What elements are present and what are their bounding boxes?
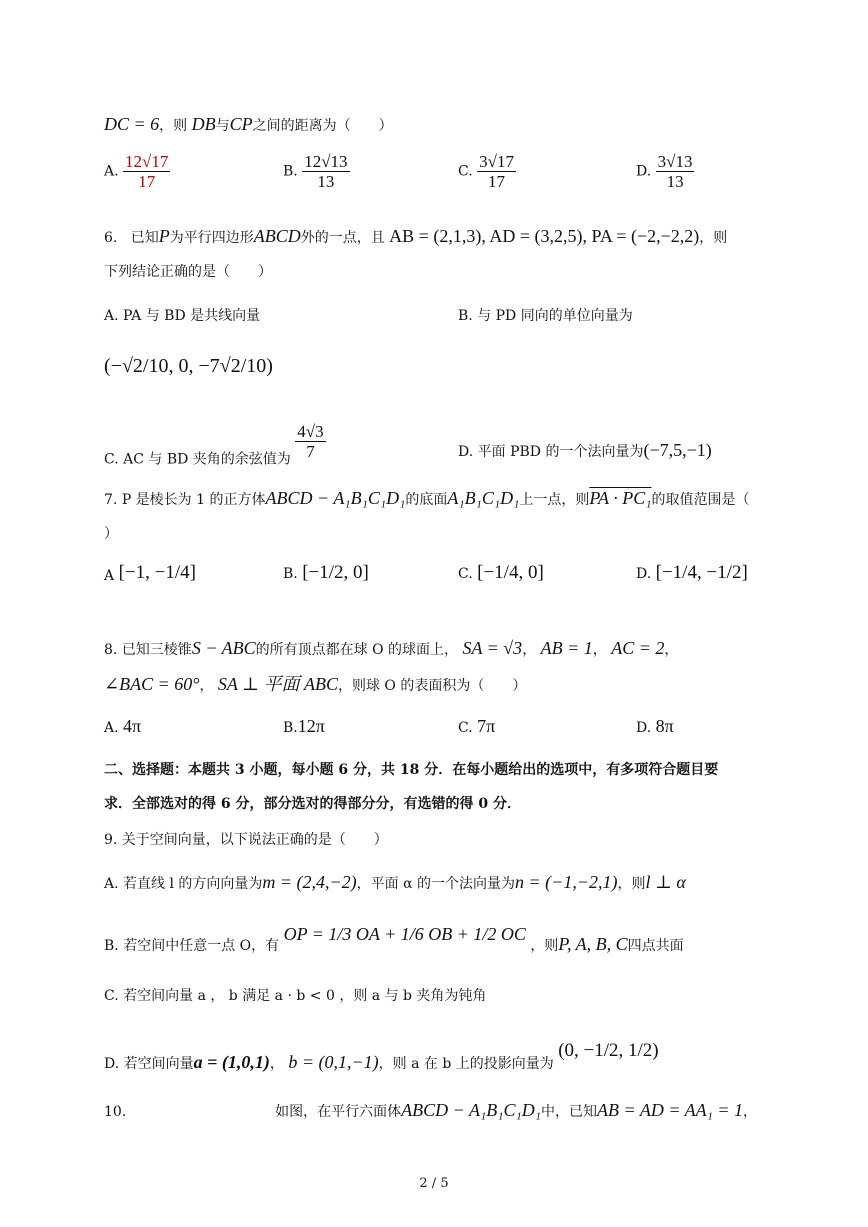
page-number: 2 / 5	[419, 1176, 449, 1191]
q7-option-d[interactable]: D. [−1/4, −1/2]	[636, 562, 748, 583]
q5-option-b[interactable]: B. $\frac{12√13}{13}$	[283, 152, 348, 191]
q7-stem-line2: ）	[104, 526, 118, 542]
q6-option-c[interactable]: C. AC 与 BD 夹角的余弦值为 $\frac{4√3}{7}$	[104, 422, 324, 468]
q6-stem-line2: 下列结论正确的是（ ）	[104, 264, 272, 280]
q5-stem: DC = 6，则 DB与CP之间的距离为（ ）	[104, 114, 393, 134]
q8-stem: 8. 已知三棱锥S − ABC的所有顶点都在球 O 的球面上， SA = √3， AB = 1， AC = 2，	[104, 638, 679, 658]
q7-option-b[interactable]: B. [−1/2, 0]	[283, 562, 369, 583]
q8-option-b[interactable]: B.12π	[283, 716, 325, 736]
q8-option-a[interactable]: A. 4π	[104, 716, 142, 736]
q8-option-d[interactable]: D. 8π	[636, 716, 674, 736]
q9-option-c[interactable]: C. 若空间向量 a ， b 满足 a · b < 0 ，则 a 与 b 夹角为钝角	[104, 988, 487, 1004]
q5-option-b-fraction: $\frac{12√13}{13}$	[304, 152, 348, 191]
q5-option-d-fraction: $\frac{3√13}{13}$	[657, 152, 693, 191]
q9-option-b[interactable]: B. 若空间中任意一点 O，有 OP = 1/3 OA + 1/6 OB + 1/2 OC ，则P, A, B, C四点共面	[104, 924, 684, 954]
section2-header: 二、选择题：本题共 3 小题，每小题 6 分，共 18 分．在每小题给出的选项中，有多项符合题目要	[104, 762, 719, 778]
q8-stem-line2: ∠BAC = 60°， SA ⊥ 平面 ABC，则球 O 的表面积为（ ）	[104, 674, 527, 694]
q5-math-dc: DC = 6	[104, 114, 160, 134]
q5-option-a[interactable]: A. $\frac{12√17}{17}$	[104, 152, 169, 191]
q9-option-d[interactable]: D. 若空间向量a = (1,0,1)， b = (0,1,−1)，则 a 在 b 上的投影向量为 (0, −1/2, 1/2)	[104, 1040, 659, 1072]
q7-option-c[interactable]: C. [−1/4, 0]	[458, 562, 544, 583]
q6-stem: 6. 已知P为平行四边形ABCD外的一点，且 AB = (2,1,3), AD = (3,2,5), PA = (−2,−2,2)，则	[104, 226, 728, 246]
q5-option-d[interactable]: D. $\frac{3√13}{13}$	[636, 152, 693, 191]
q6-option-a[interactable]: A. PA 与 BD 是共线向量	[104, 308, 261, 324]
q6-option-c-fraction: $\frac{4√3}{7}$	[297, 422, 324, 461]
q6-option-b-value: (−√2/10, 0, −7√2/10)	[104, 355, 273, 377]
q9-option-a[interactable]: A. 若直线 l 的方向向量为m = (2,4,−2)，平面 α 的一个法向量为n = (−1,−2,1)，则l ⊥ α	[104, 872, 686, 892]
q6-option-b[interactable]: B. 与 PD 同向的单位向量为	[458, 308, 633, 324]
q10-stem: 10. 如图，在平行六面体ABCD − A₁B₁C₁D₁中，已知AB = AD = AA₁ = 1，	[104, 1100, 758, 1120]
q7-option-a[interactable]: A [−1, −1/4]	[104, 562, 196, 584]
q5-option-c[interactable]: C. $\frac{3√17}{17}$	[458, 152, 514, 191]
q5-option-a-fraction: $\frac{12√17}{17}$	[125, 152, 169, 191]
q7-stem: 7. P 是棱长为 1 的正方体ABCD − A₁B₁C₁D₁的底面A₁B₁C₁D₁上一点，则PA · PC₁的取值范围是（	[104, 488, 750, 508]
q6-option-d[interactable]: D. 平面 PBD 的一个法向量为(−7,5,−1)	[458, 440, 712, 460]
q9-stem: 9. 关于空间向量，以下说法正确的是（ ）	[104, 832, 388, 848]
q6-vectors: AB = (2,1,3), AD = (3,2,5), PA = (−2,−2,2)	[389, 226, 700, 246]
section2-header-line2: 求．全部选对的得 6 分，部分选对的得部分分，有选错的得 0 分．	[104, 796, 521, 812]
q5-option-c-fraction: $\frac{3√17}{17}$	[479, 152, 514, 191]
q8-option-c[interactable]: C. 7π	[458, 716, 496, 736]
